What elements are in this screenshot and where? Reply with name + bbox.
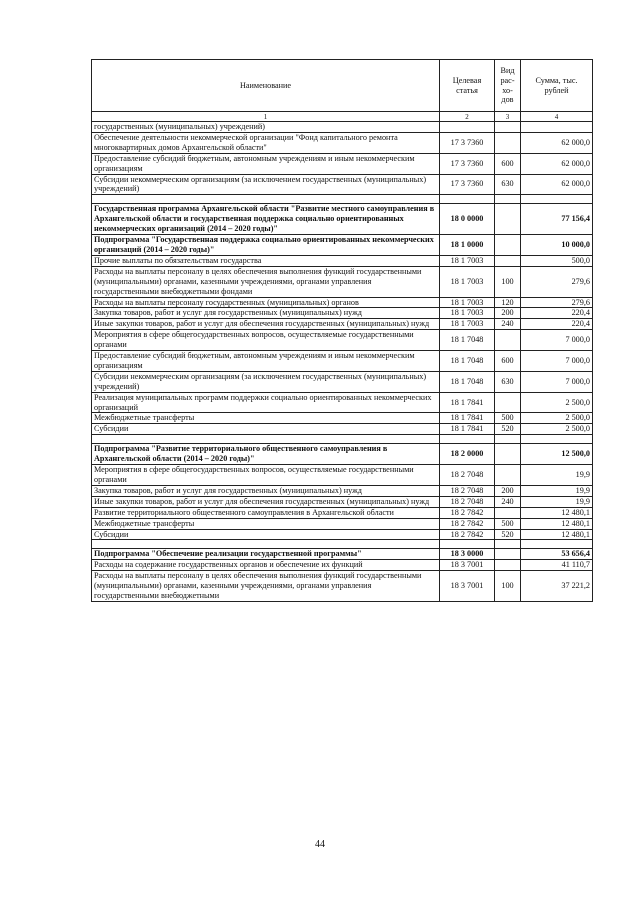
table-row: [92, 122, 593, 133]
target-article-cell: 17 3 7360: [440, 153, 495, 174]
name-cell: Межбюджетные трансферты: [92, 413, 440, 424]
target-article-cell: 18 2 7842: [440, 529, 495, 540]
spacer-cell: [495, 195, 521, 204]
sum-cell: 500,0: [521, 255, 593, 266]
name-cell: Межбюджетные трансферты: [92, 518, 440, 529]
spacer-cell: [521, 195, 593, 204]
target-article-cell: 18 1 7003: [440, 319, 495, 330]
expense-type-cell: 200: [495, 485, 521, 496]
table-row: [92, 255, 593, 266]
sum-cell: 12 500,0: [521, 444, 593, 465]
expense-type-cell: 100: [495, 571, 521, 602]
expense-type-cell: [495, 235, 521, 256]
expense-type-cell: 100: [495, 266, 521, 297]
expense-type-cell: 240: [495, 319, 521, 330]
target-article-cell: 18 3 7001: [440, 560, 495, 571]
name-cell: Мероприятия в сфере общегосударственных вопросов, осуществляемые государственными органами: [92, 330, 440, 351]
table-row: [92, 153, 593, 174]
target-article-cell: 18 1 7003: [440, 266, 495, 297]
name-cell: Мероприятия в сфере общегосударственных вопросов, осуществляемые государственными органами: [92, 465, 440, 486]
sum-cell: 19,9: [521, 496, 593, 507]
expense-type-cell: 520: [495, 529, 521, 540]
table-row: [92, 392, 593, 413]
name-cell: Субсидии: [92, 424, 440, 435]
sum-cell: 12 480,1: [521, 507, 593, 518]
table-row: [92, 560, 593, 571]
target-article-cell: 18 1 7841: [440, 424, 495, 435]
name-cell: Расходы на содержание государственных органов и обеспечение их функций: [92, 560, 440, 571]
sum-cell: 62 000,0: [521, 153, 593, 174]
name-cell: Обеспечение деятельности некоммерческой организации "Фонд капитального ремонта многоквартирных домов Архангельской области": [92, 132, 440, 153]
target-article-cell: 18 1 0000: [440, 235, 495, 256]
expense-type-cell: 500: [495, 518, 521, 529]
sum-cell: 19,9: [521, 465, 593, 486]
expense-type-cell: [495, 204, 521, 235]
expense-type-cell: [495, 392, 521, 413]
spacer-cell: [521, 435, 593, 444]
target-article-cell: 18 2 7842: [440, 507, 495, 518]
name-cell: Расходы на выплаты персоналу в целях обеспечения выполнения функций государственными (муниципальными) органами, казенными учреждениями, органами управления государственными внебюджетными фондами: [92, 266, 440, 297]
target-article-cell: [440, 122, 495, 133]
sum-cell: 77 156,4: [521, 204, 593, 235]
table-header: [92, 60, 593, 122]
name-cell: Развитие территориального общественного самоуправления в Архангельской области: [92, 507, 440, 518]
spacer-cell: [92, 435, 440, 444]
expense-type-cell: [495, 549, 521, 560]
name-cell: Подпрограмма "Государственная поддержка социально ориентированных некоммерческих организаций (2014 – 2020 годы)": [92, 235, 440, 256]
program-row: [92, 444, 593, 465]
spacer-cell: [495, 540, 521, 549]
name-cell: Государственная программа Архангельской области "Развитие местного самоуправления в Архангельской области и государственная поддержка социально ориентированных некоммерческих организаций (2014 – 2020 годы)": [92, 204, 440, 235]
target-article-cell: 17 3 7360: [440, 132, 495, 153]
name-cell: Закупка товаров, работ и услуг для государственных (муниципальных) нужд: [92, 485, 440, 496]
spacer-cell: [440, 540, 495, 549]
name-cell: Расходы на выплаты персоналу в целях обеспечения выполнения функций государственными (муниципальными) органами, казенными учреждениями, органами управления государственными внебюджетными: [92, 571, 440, 602]
sum-cell: 2 500,0: [521, 413, 593, 424]
target-article-cell: 18 2 7842: [440, 518, 495, 529]
header-sum: Сумма, тыс. рублей: [521, 60, 593, 112]
table-row: [92, 413, 593, 424]
sum-cell: 62 000,0: [521, 174, 593, 195]
program-row: [92, 204, 593, 235]
column-number: 2: [440, 112, 495, 122]
expense-type-cell: [495, 560, 521, 571]
target-article-cell: 18 3 0000: [440, 549, 495, 560]
table-row: [92, 529, 593, 540]
column-number: 3: [495, 112, 521, 122]
sum-cell: 279,6: [521, 297, 593, 308]
sum-cell: 220,4: [521, 308, 593, 319]
spacer-row: [92, 195, 593, 204]
sum-cell: 62 000,0: [521, 132, 593, 153]
column-number: 4: [521, 112, 593, 122]
expense-type-cell: [495, 122, 521, 133]
name-cell: Расходы на выплаты персоналу государственных (муниципальных) органов: [92, 297, 440, 308]
expense-type-cell: [495, 465, 521, 486]
sum-cell: 10 000,0: [521, 235, 593, 256]
table-row: [92, 485, 593, 496]
expense-type-cell: [495, 132, 521, 153]
column-number-row: [92, 112, 593, 122]
table-row: [92, 319, 593, 330]
target-article-cell: 18 2 7048: [440, 485, 495, 496]
sum-cell: 279,6: [521, 266, 593, 297]
target-article-cell: 18 1 7003: [440, 255, 495, 266]
name-cell: Предоставление субсидий бюджетным, автономным учреждениям и иным некоммерческим организациям: [92, 351, 440, 372]
name-cell: Иные закупки товаров, работ и услуг для обеспечения государственных (муниципальных) нужд: [92, 496, 440, 507]
sum-cell: 12 480,1: [521, 529, 593, 540]
target-article-cell: 18 1 7003: [440, 297, 495, 308]
expense-type-cell: [495, 507, 521, 518]
sum-cell: 2 500,0: [521, 424, 593, 435]
spacer-cell: [440, 435, 495, 444]
table-row: [92, 266, 593, 297]
table-row: [92, 308, 593, 319]
name-cell: Субсидии некоммерческим организациям (за исключением государственных (муниципальных) учреждений): [92, 371, 440, 392]
target-article-cell: 18 1 7048: [440, 371, 495, 392]
name-cell: Закупка товаров, работ и услуг для государственных (муниципальных) нужд: [92, 308, 440, 319]
expense-type-cell: 600: [495, 153, 521, 174]
spacer-cell: [440, 195, 495, 204]
table-row: [92, 465, 593, 486]
name-cell: Прочие выплаты по обязательствам государства: [92, 255, 440, 266]
name-cell: Субсидии некоммерческим организациям (за исключением государственных (муниципальных) учреждений): [92, 174, 440, 195]
table-row: [92, 132, 593, 153]
sum-cell: 41 110,7: [521, 560, 593, 571]
header-expense-type: Вид рас- хо- дов: [495, 60, 521, 112]
table-row: [92, 518, 593, 529]
sum-cell: 53 656,4: [521, 549, 593, 560]
expense-type-cell: [495, 444, 521, 465]
sum-cell: [521, 122, 593, 133]
name-cell: государственных (муниципальных) учреждений): [92, 122, 440, 133]
table-row: [92, 330, 593, 351]
expense-type-cell: 500: [495, 413, 521, 424]
table-row: [92, 571, 593, 602]
header-target-article: Целевая статья: [440, 60, 495, 112]
table-row: [92, 371, 593, 392]
target-article-cell: 18 2 0000: [440, 444, 495, 465]
page-number: 44: [315, 839, 325, 850]
expense-type-cell: [495, 330, 521, 351]
sum-cell: 37 221,2: [521, 571, 593, 602]
table-row: [92, 496, 593, 507]
target-article-cell: 18 0 0000: [440, 204, 495, 235]
spacer-cell: [92, 540, 440, 549]
budget-table: [91, 59, 593, 602]
sum-cell: 2 500,0: [521, 392, 593, 413]
sum-cell: 12 480,1: [521, 518, 593, 529]
header-name: Наименование: [92, 60, 440, 112]
name-cell: Предоставление субсидий бюджетным, автономным учреждениям и иным некоммерческим организациям: [92, 153, 440, 174]
expense-type-cell: 520: [495, 424, 521, 435]
table-row: [92, 424, 593, 435]
expense-type-cell: [495, 255, 521, 266]
target-article-cell: 18 1 7048: [440, 330, 495, 351]
target-article-cell: 18 1 7841: [440, 413, 495, 424]
sum-cell: 7 000,0: [521, 330, 593, 351]
table-row: [92, 174, 593, 195]
name-cell: Реализация муниципальных программ поддержки социально ориентированных некоммерческих организаций: [92, 392, 440, 413]
name-cell: Иные закупки товаров, работ и услуг для обеспечения государственных (муниципальных) нужд: [92, 319, 440, 330]
sum-cell: 7 000,0: [521, 371, 593, 392]
expense-type-cell: 240: [495, 496, 521, 507]
sum-cell: 7 000,0: [521, 351, 593, 372]
target-article-cell: 18 3 7001: [440, 571, 495, 602]
target-article-cell: 17 3 7360: [440, 174, 495, 195]
sum-cell: 220,4: [521, 319, 593, 330]
program-row: [92, 235, 593, 256]
table-body: [92, 122, 593, 602]
spacer-cell: [495, 435, 521, 444]
program-row: [92, 549, 593, 560]
sum-cell: 19,9: [521, 485, 593, 496]
spacer-cell: [521, 540, 593, 549]
column-number: 1: [92, 112, 440, 122]
target-article-cell: 18 1 7841: [440, 392, 495, 413]
spacer-row: [92, 540, 593, 549]
expense-type-cell: 120: [495, 297, 521, 308]
table-row: [92, 297, 593, 308]
spacer-cell: [92, 195, 440, 204]
header-row: [92, 60, 593, 112]
table-row: [92, 507, 593, 518]
expense-type-cell: 600: [495, 351, 521, 372]
spacer-row: [92, 435, 593, 444]
target-article-cell: 18 2 7048: [440, 465, 495, 486]
name-cell: Субсидии: [92, 529, 440, 540]
target-article-cell: 18 1 7048: [440, 351, 495, 372]
target-article-cell: 18 2 7048: [440, 496, 495, 507]
table-row: [92, 351, 593, 372]
expense-type-cell: 200: [495, 308, 521, 319]
expense-type-cell: 630: [495, 371, 521, 392]
expense-type-cell: 630: [495, 174, 521, 195]
name-cell: Подпрограмма "Развитие территориального общественного самоуправления в Архангельской области (2014 – 2020 годы)": [92, 444, 440, 465]
target-article-cell: 18 1 7003: [440, 308, 495, 319]
name-cell: Подпрограмма "Обеспечение реализации государственной программы": [92, 549, 440, 560]
